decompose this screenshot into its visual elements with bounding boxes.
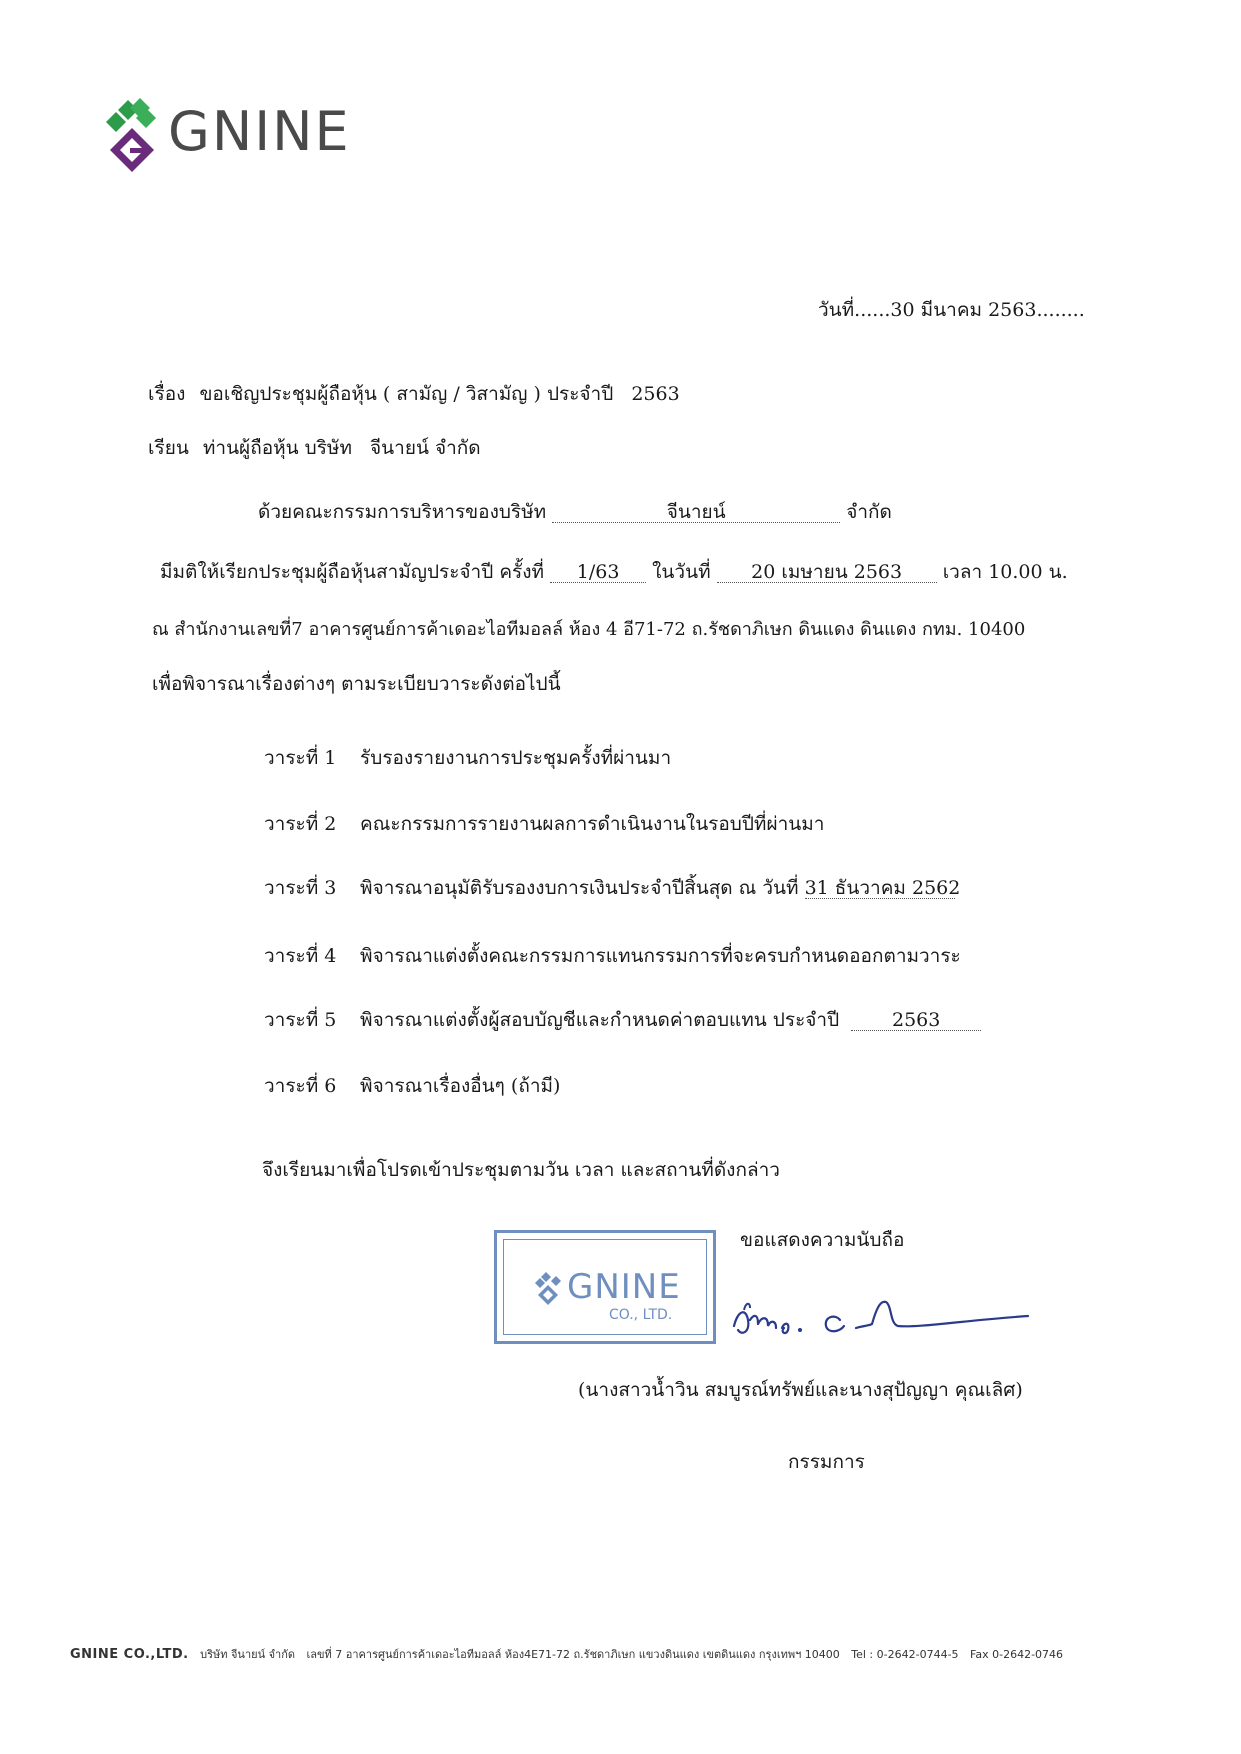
meeting-venue: ณ สำนักงานเลขที่7 อาคารศูนย์การค้าเดอะไอทีมอลล์ ห้อง 4 อี71-72 ถ.รัชดาภิเษก ดินแดง ดินแดง กทม. 10400	[152, 619, 1026, 640]
company-logo	[96, 96, 376, 176]
letterhead-footer	[70, 1648, 1063, 1662]
board-text: ด้วยคณะกรรมการบริหารของบริษัท	[258, 501, 547, 523]
meeting-date-fill: 20 เมษายน 2563	[717, 562, 937, 583]
footer-company-th: บริษัท จีนายน์ จำกัด	[200, 1648, 296, 1661]
agenda-number: วาระที่ 5	[264, 1009, 337, 1031]
agenda-number: วาระที่ 6	[264, 1075, 337, 1097]
closing-text: จึงเรียนมาเพื่อโปรดเข้าประชุมตามวัน เวลา และสถานที่ดังกล่าว	[262, 1159, 780, 1181]
agenda-number: วาระที่ 4	[264, 945, 337, 967]
agenda-item	[264, 812, 824, 836]
logo-wordmark: GNINE	[168, 100, 351, 163]
subject-year: 2563	[631, 383, 680, 405]
agenda-number: วาระที่ 1	[264, 747, 337, 769]
subject-text: ขอเชิญประชุมผู้ถือหุ้น ( สามัญ / วิสามัญ ) ประจำปี	[199, 383, 614, 405]
agenda-text: พิจารณาอนุมัติรับรองงบการเงินประจำปีสิ้นสุด ณ วันที่	[360, 877, 799, 899]
agenda-number: วาระที่ 2	[264, 813, 337, 835]
recipient-company: จีนายน์ จำกัด	[370, 437, 481, 459]
stamp-diamond-icon	[531, 1271, 565, 1305]
handwritten-signature	[728, 1290, 1038, 1350]
date-label: ในวันที่	[652, 561, 711, 583]
recipient-text: ท่านผู้ถือหุ้น บริษัท	[202, 437, 352, 459]
agenda-item	[264, 944, 961, 968]
agenda-text: พิจารณาเรื่องอื่นๆ (ถ้ามี)	[360, 1075, 561, 1097]
footer-telephone: Tel : 0-2642-0744-5	[851, 1648, 959, 1661]
signatory-name: (นางสาวน้ำวิน สมบูรณ์ทรัพย์และนางสุปัญญา คุณเลิศ)	[578, 1379, 1023, 1401]
gnine-diamond-logo-icon	[96, 96, 172, 174]
resolution-text: มีมติให้เรียกประชุมผู้ถือหุ้นสามัญประจำปี ครั้งที่	[160, 561, 545, 583]
session-fill: 1/63	[550, 562, 646, 583]
agenda-text: พิจารณาแต่งตั้งผู้สอบบัญชีและกำหนดค่าตอบแทน ประจำปี	[360, 1009, 840, 1031]
stamp-company-suffix: CO., LTD.	[609, 1307, 673, 1323]
meeting-time: เวลา 10.00 น.	[942, 561, 1068, 583]
agenda-item	[264, 1074, 560, 1098]
signatory-position: กรรมการ	[788, 1451, 865, 1473]
agenda-text: คณะกรรมการรายงานผลการดำเนินงานในรอบปีที่ผ่านมา	[360, 813, 825, 835]
recipient-label: เรียน	[148, 437, 189, 459]
subject-label: เรื่อง	[148, 383, 186, 405]
agenda-text: พิจารณาแต่งตั้งคณะกรรมการแทนกรรมการที่จะครบกำหนดออกตามวาระ	[360, 945, 961, 967]
agenda-item	[264, 1008, 981, 1032]
agenda-item	[264, 746, 671, 770]
body-line-1	[258, 500, 892, 524]
auditor-year-fill: 2563	[851, 1010, 981, 1031]
recipient-line	[148, 436, 481, 460]
agenda-text: รับรองรายงานการประชุมครั้งที่ผ่านมา	[360, 747, 672, 769]
fiscal-end-fill: 31 ธันวาคม 2562	[804, 877, 961, 899]
footer-fax: Fax 0-2642-0746	[970, 1648, 1064, 1661]
document-date: วันที่......30 มีนาคม 2563........	[818, 299, 1085, 321]
company-stamp	[494, 1230, 716, 1344]
agenda-number: วาระที่ 3	[264, 877, 337, 899]
agenda-intro: เพื่อพิจารณาเรื่องต่างๆ ตามระเบียบวาระดังต่อไปนี้	[152, 673, 561, 695]
regards-text: ขอแสดงความนับถือ	[740, 1229, 905, 1251]
body-line-2	[160, 560, 1068, 584]
footer-company-en: GNINE CO.,LTD.	[70, 1647, 189, 1662]
company-name-fill: จีนายน์	[552, 502, 840, 523]
footer-address: เลขที่ 7 อาคารศูนย์การค้าเดอะไอทีมอลล์ ห้อง4E71-72 ถ.รัชดาภิเษก แขวงดินแดง เขตดินแดง กรุงเทพฯ 10400	[306, 1648, 840, 1661]
agenda-item	[264, 876, 961, 900]
subject-line	[148, 382, 680, 406]
company-suffix: จำกัด	[846, 501, 892, 523]
stamp-company-name: GNINE	[567, 1267, 681, 1307]
